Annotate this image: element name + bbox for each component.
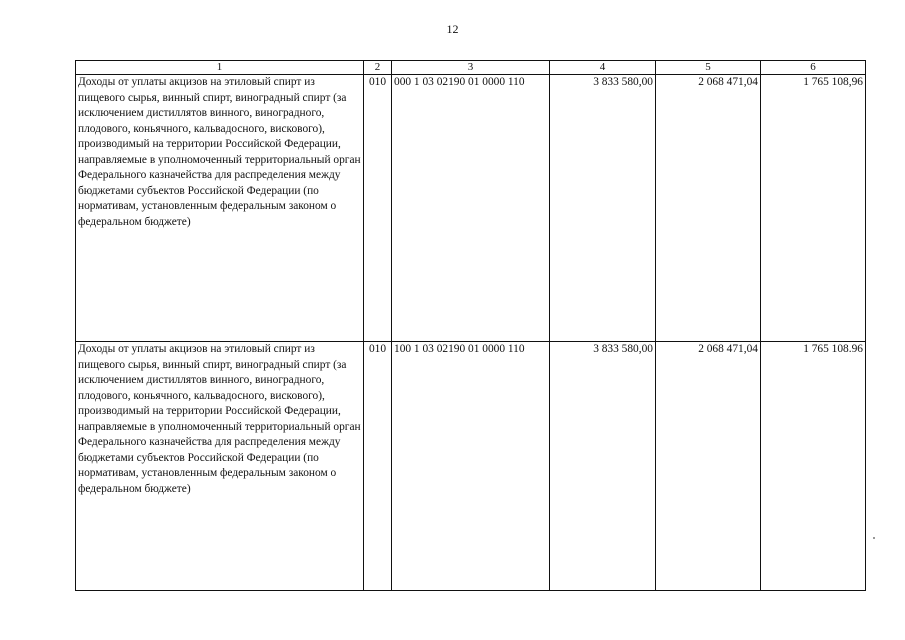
page-number: 12 — [446, 22, 459, 36]
revenue-name-cell: Доходы от уплаты акцизов на этиловый спирт из пищевого сырья, винный спирт, виноградный спирт (за исключением дистиллятов винного, виноградного, плодового, коньячного, кальвадосного, вискового), производимый на территории Российской Федерации, направляемые в уполномоченный территориальный орган Федерального казначейства для распределения между бюджетами субъектов Российской Федерации (по нормативам, установленным федеральным законом о федеральном бюджете) — [76, 75, 364, 342]
header-col-4: 4 — [550, 61, 656, 75]
header-col-3: 3 — [392, 61, 550, 75]
scan-speck — [873, 537, 875, 539]
admin-code-cell: 010 — [364, 342, 392, 591]
header-col-2: 2 — [364, 61, 392, 75]
classification-code-cell: 000 1 03 02190 01 0000 110 — [392, 75, 550, 342]
table-row — [76, 342, 866, 591]
amount-col6-cell: 1 765 108,96 — [761, 75, 866, 342]
header-col-1: 1 — [76, 61, 364, 75]
amount-col4-cell: 3 833 580,00 — [550, 75, 656, 342]
header-col-5: 5 — [656, 61, 761, 75]
amount-col6-cell: 1 765 108.96 — [761, 342, 866, 591]
admin-code-cell: 010 — [364, 75, 392, 342]
table-header-row — [76, 61, 866, 75]
revenue-name-cell: Доходы от уплаты акцизов на этиловый спирт из пищевого сырья, винный спирт, виноградный спирт (за исключением дистиллятов винного, виноградного, плодового, коньячного, кальвадосного, вискового), производимый на территории Российской Федерации, направляемые в уполномоченный территориальный орган Федерального казначейства для распределения между бюджетами субъектов Российской Федерации (по нормативам, установленным федеральным законом о федеральном бюджете) — [76, 342, 364, 591]
header-col-6: 6 — [761, 61, 866, 75]
classification-code-cell: 100 1 03 02190 01 0000 110 — [392, 342, 550, 591]
revenue-table — [75, 60, 866, 591]
amount-col4-cell: 3 833 580,00 — [550, 342, 656, 591]
amount-col5-cell: 2 068 471,04 — [656, 75, 761, 342]
table-row — [76, 75, 866, 342]
amount-col5-cell: 2 068 471,04 — [656, 342, 761, 591]
